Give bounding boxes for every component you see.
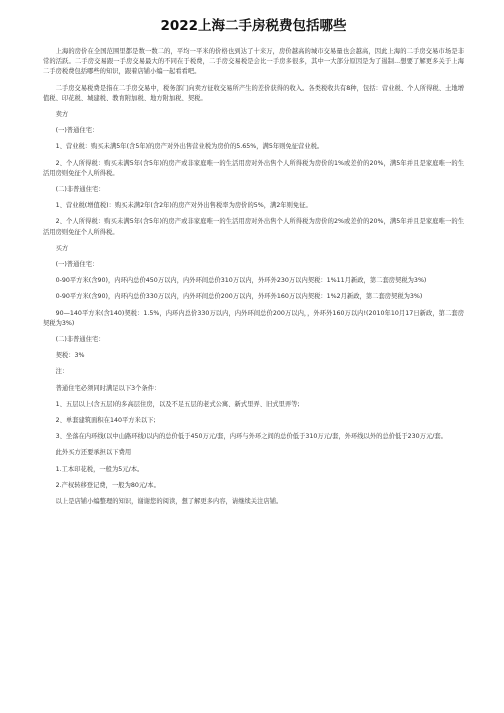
closing-paragraph: 以上是店铺小编整理的知识，谢谢您的阅读，想了解更多内容，请继续关注店铺。 <box>55 498 283 506</box>
paragraph: 2、个人所得税：购买未满5年(含5年)的房产或非家庭唯一的生活用房对外出售个人所得税为房价的2%或差价的20%，满5年并且是家庭唯一的生活用房则免征个人所得税。 <box>43 218 464 236</box>
note-label: 注： <box>55 368 69 376</box>
paragraph: 此外买方还要承担以下费用 <box>55 449 132 457</box>
paragraph: 90—140平方米(含140)契税：1.5%，内环内总价330万以内，内外环间总价200万以内，，外环外160万以内!(2010年10月17日新政，第二套房契税为3%) <box>43 309 464 327</box>
subsection-heading: (一)普通住宅： <box>55 127 99 135</box>
section-heading: 买方 <box>55 244 69 252</box>
paragraph: 1、营业税(增值税)：购买未满2年(含2年)的房产对外出售税率为房价的5%，满2年则免征。 <box>55 202 312 210</box>
paragraph: 1、营业税：购买未满5年(含5年)的房产对外出售营业税为房价的5.65%，满5年则免征营业税。 <box>55 143 324 151</box>
paragraph: 1、五层以上(含五层)的多高层住房，以及不足五层的老式公寓、新式里弄、旧式里弄等; <box>55 400 300 408</box>
paragraph: 2、单套建筑面积在140平方米以下; <box>55 417 156 425</box>
paragraph: 2.产权转移登记费，一般为80元/本。 <box>55 481 160 489</box>
subsection-heading: (二)非普通住宅： <box>55 336 105 344</box>
section-heading: 卖方 <box>55 111 69 119</box>
paragraph: 0-90平方米(含90)，内环内总价450万以内，内外环间总价310万以内，外环外230万以内契税：1%11月新政，第二套房契税为3%) <box>55 277 427 285</box>
article-body <box>43 47 464 507</box>
page-title: 2022上海二手房税费包括哪些 <box>160 18 347 34</box>
paragraph: 1.工本印花税，一般为5元/本。 <box>55 465 144 473</box>
paragraph: 3、坐落在内环线(以中山路环线)以内的总价低于450万元/套，内环与外环之间的总价低于310万元/套，外环线以外的总价低于230万元/套。 <box>55 433 447 441</box>
subsection-heading: (一)普通住宅： <box>55 261 99 269</box>
paragraph: 2、个人所得税：购买未满5年(含5年)的房产或非家庭唯一的生活用房对外出售个人所得税为房价的1%或差价的20%，满5年并且是家庭唯一的生活用房则免征个人所得税。 <box>43 159 464 177</box>
paragraph: 0-90平方米(含90)，内环内总价330万以内，内外环间总价200万以内，外环外160万以内契税：1%2月新政，第二套房契税为3%) <box>55 293 423 301</box>
paragraph: 上海的房价在全国范围里都是数一数二的，平均一平米的价格也到达了十来万，房价越高的城市交易量也会越高，因此上海的二手房交易市场是非常的活跃。二手房交易跟一手房交易最大的不同在于税费，二手房交易税是会比一手房多很多，其中一大部分原因是为了遏制...想要了解更多关于上海二手房税费包括哪些的知识，跟着店铺小编一起看看吧。 <box>43 48 464 76</box>
paragraph: 普通住宅必须同时满足以下3个条件： <box>55 384 161 392</box>
subsection-heading: (二)非普通住宅： <box>55 186 105 194</box>
paragraph: 契税：3% <box>55 352 85 360</box>
paragraph: 二手房交易税费是指在二手房交易中，税务部门向卖方征收交易所产生的差价获得的收入。各类税收共有8种，包括：营业税、个人所得税、土地增值税、印花税、城建税、教育附加税、地方附加税、契税。 <box>43 84 464 102</box>
